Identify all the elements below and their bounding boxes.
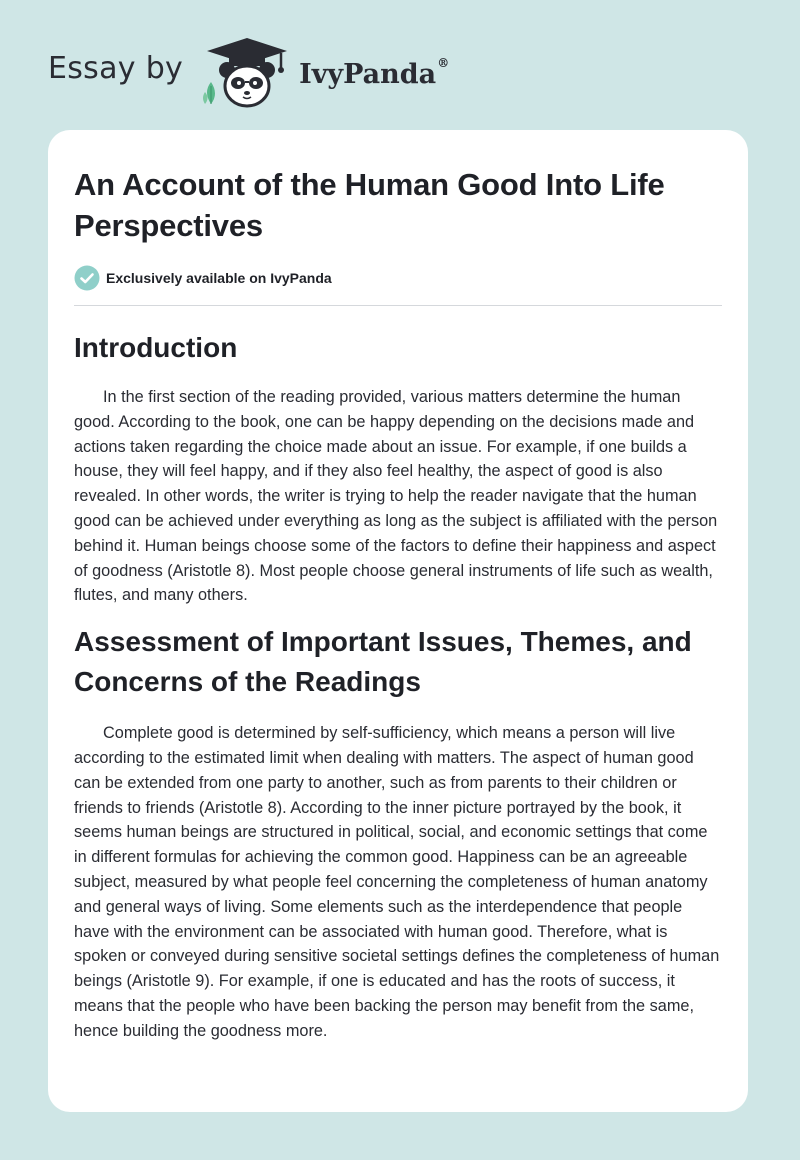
section-paragraph: In the first section of the reading provided, various matters determine the human good. According to the book, one can be happy depending on the decisions made and actions taken regarding the choice made about an issue. For example, if one builds a house, they will feel happy, and if they also feel healthy, the aspect of good is also revealed. In other words, the writer is trying to help the reader navigate that the human good can be achieved under everything as long as the subject is affiliated with the person behind it. Human beings choose some of the factors to define their happiness and aspect of goodness (Aristotle 8). Most people choose general instruments of life such as wealth, flutes, and many others. — [74, 388, 718, 605]
site-header — [48, 34, 449, 110]
check-circle-icon — [74, 265, 100, 291]
trademark-symbol: ® — [437, 55, 450, 70]
section-introduction — [74, 328, 722, 608]
panda-graduate-icon[interactable] — [201, 34, 293, 110]
section-paragraph: Complete good is determined by self-sufficiency, which means a person will live according to the estimated limit when dealing with matters. The aspect of human good can be extended from one party to another, such as from parents to their children or friends to friends (Aristotle 8). According to the inner picture portrayed by the book, it seems human beings are structured in political, social, and economic settings that come in different formulas for achieving the common good. Happiness can be an agreeable subject, measured by what people feel concerning the completeness of human anatomy and general ways of living. Some elements such as the interdependence that people have with the environment can be associated with human good. Therefore, what is spoken or conveyed during sensitive societal settings defines the completeness of human beings (Aristotle 9). For example, if one is educated and has the roots of success, it means that the people who have been backing the person may benefit from the same, hence building the goodness more. — [74, 724, 720, 1040]
article-title: An Account of the Human Good Into Life Perspectives — [74, 167, 665, 243]
section-heading: Assessment of Important Issues, Themes, and Concerns of the Readings — [74, 626, 692, 698]
brand-name[interactable]: IvyPanda® — [299, 55, 450, 90]
brand-prefix: Essay by — [48, 50, 184, 86]
section-assessment — [74, 622, 722, 1043]
exclusive-badge-label: Exclusively available on IvyPanda — [106, 270, 332, 286]
exclusive-badge — [74, 264, 722, 292]
section-heading: Introduction — [74, 332, 238, 363]
article-card — [48, 130, 748, 1112]
title-divider — [74, 305, 722, 306]
